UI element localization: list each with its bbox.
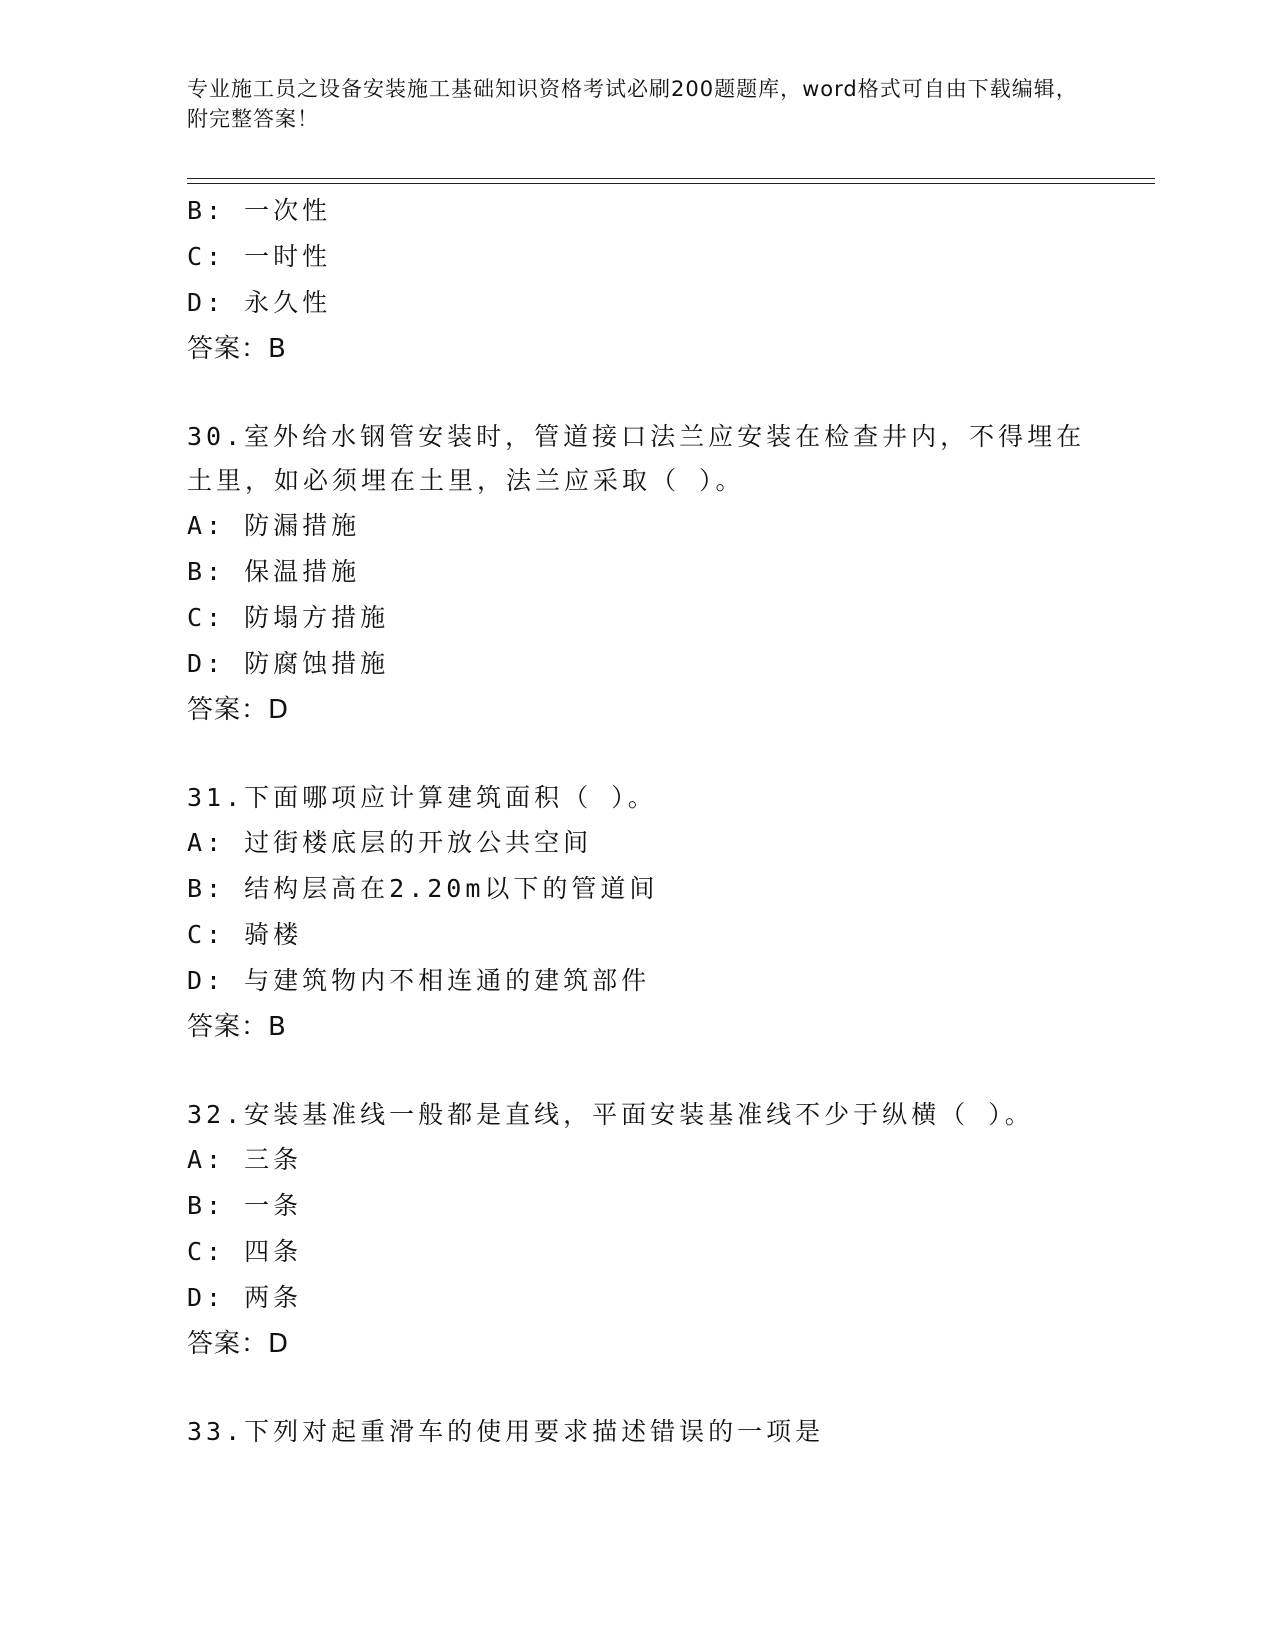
option-d: D: 防腐蚀措施 bbox=[187, 649, 390, 678]
option-b: B: 保温措施 bbox=[187, 557, 361, 586]
question-stem: 31.下面哪项应计算建筑面积（ ）。 bbox=[187, 783, 657, 812]
question-stem: 33.下列对起重滑车的使用要求描述错误的一项是 bbox=[187, 1417, 825, 1446]
option-b: B: 一条 bbox=[187, 1191, 303, 1220]
option-c: C: 四条 bbox=[187, 1237, 303, 1266]
question-stem: 30.室外给水钢管安装时，管道接口法兰应安装在检查井内，不得埋在 土里，如必须埋在土里，法兰应采取（ ）。 bbox=[187, 422, 1086, 495]
option-b: B: 一次性 bbox=[187, 196, 332, 225]
header-rule-top bbox=[187, 178, 1155, 179]
document-body bbox=[187, 188, 1107, 1454]
spacer bbox=[187, 372, 1107, 415]
spacer bbox=[187, 733, 1107, 776]
option-d: D: 永久性 bbox=[187, 288, 332, 317]
option-b: B: 结构层高在2.20m以下的管道间 bbox=[187, 874, 659, 903]
page-header bbox=[187, 74, 1087, 134]
option-a: A: 三条 bbox=[187, 1145, 303, 1174]
question-31 bbox=[187, 776, 1107, 1050]
answer-line: 答案：D bbox=[187, 695, 290, 725]
question-29-continuation bbox=[187, 188, 1107, 372]
header-rule-bottom bbox=[187, 183, 1155, 184]
question-33 bbox=[187, 1410, 1107, 1454]
option-c: C: 一时性 bbox=[187, 242, 332, 271]
option-d: D: 两条 bbox=[187, 1283, 303, 1312]
question-30 bbox=[187, 415, 1107, 733]
spacer bbox=[187, 1050, 1107, 1093]
spacer bbox=[187, 1367, 1107, 1410]
answer-line: 答案：B bbox=[187, 334, 287, 364]
question-stem: 32.安装基准线一般都是直线，平面安装基准线不少于纵横（ ）。 bbox=[187, 1100, 1034, 1129]
option-a: A: 过街楼底层的开放公共空间 bbox=[187, 828, 593, 857]
option-c: C: 骑楼 bbox=[187, 920, 303, 949]
option-d: D: 与建筑物内不相连通的建筑部件 bbox=[187, 966, 651, 995]
option-c: C: 防塌方措施 bbox=[187, 603, 390, 632]
question-32 bbox=[187, 1093, 1107, 1367]
header-title: 专业施工员之设备安装施工基础知识资格考试必刷200题题库，word格式可自由下载编辑，附完整答案！ bbox=[187, 77, 1078, 131]
answer-line: 答案：D bbox=[187, 1329, 290, 1359]
answer-line: 答案：B bbox=[187, 1012, 287, 1042]
option-a: A: 防漏措施 bbox=[187, 511, 361, 540]
